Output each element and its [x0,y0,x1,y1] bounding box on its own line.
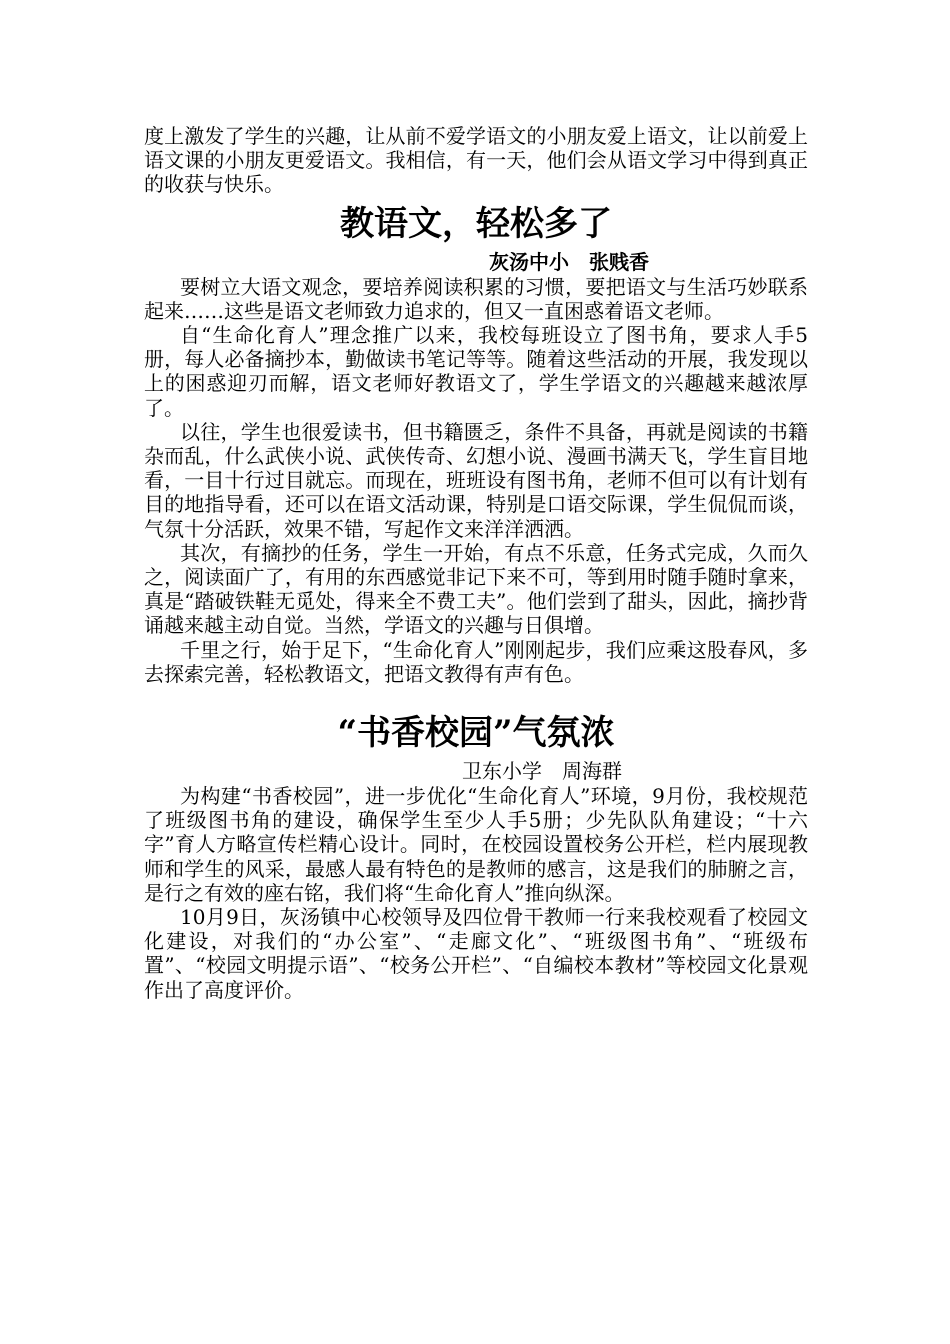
article1-paragraph: 其次，有摘抄的任务，学生一开始，有点不乐意，任务式完成，久而久之，阅读面广了，有用的东西感觉非记下来不可，等到用时随手随时拿来，真是“踏破铁鞋无觅处，得来全不费工夫”。他们尝到了甜头，因此，摘抄背诵越来越主动自觉。当然，学语文的兴趣与日俱增。 [144,540,808,638]
article2-title: “书香校园”气氛浓 [337,713,615,754]
article1-paragraph: 自“生命化育人”理念推广以来，我校每班设立了图书角，要求人手5册，每人必备摘抄本，勤做读书笔记等等。随着这些活动的开展，我发现以上的困惑迎刃而解，语文老师好教语文了，学生学语文的兴趣越来越浓厚了。 [144,323,808,420]
article1-byline [144,249,808,275]
article1-paragraph: 千里之行，始于足下，“生命化育人”刚刚起步，我们应乘这股春风，多去探索完善，轻松教语文，把语文教得有声有色。 [144,637,808,686]
article1-paragraph: 以往，学生也很爱读书，但书籍匮乏，条件不具备，再就是阅读的书籍杂而乱，什么武侠小说、武侠传奇、幻想小说、漫画书满天飞，学生盲目地看，一目十行过目就忘。而现在，班班设有图书角，老师不但可以有计划有目的地指导看，还可以在语文活动课，特别是口语交际课，学生侃侃而谈，气氛十分活跃，效果不错，写起作文来洋洋洒洒。 [144,419,808,541]
document-body [144,124,808,1002]
article2-byline [144,758,808,784]
article1-author-name: 张贱香 [589,249,649,274]
intro-paragraph: 度上激发了学生的兴趣，让从前不爱学语文的小朋友爱上语文，让以前爱上语文课的小朋友更爱语文。我相信，有一天，他们会从语文学习中得到真正的收获与快乐。 [144,124,808,197]
article2-paragraph: 10月9日，灰汤镇中心校领导及四位骨干教师一行来我校观看了校园文化建设，对我们的“办公室”、“走廊文化”、“班级图书角”、“班级布置”、“校园文明提示语”、“校务公开栏”、“自编校本教材”等校园文化景观作出了高度评价。 [144,905,808,1002]
article2-paragraph: 为构建“书香校园”，进一步优化“生命化育人”环境，9月份，我校规范了班级图书角的建设，确保学生至少人手5册；少先队队角建设；“十六字”育人方略宣传栏精心设计。同时，在校园设置校务公开栏，栏内展现教师和学生的风采，最感人最有特色的是教师的感言，这是我们的肺腑之言，是行之有效的座右铭，我们将“生命化育人”推向纵深。 [144,784,808,905]
article1-title: 教语文，轻松多了 [340,203,612,244]
article2-author-name: 周海群 [562,759,622,784]
article2-author-school: 卫东小学 [462,759,542,784]
article1-paragraph: 要树立大语文观念，要培养阅读积累的习惯，要把语文与生活巧妙联系起来……这些是语文老师致力追求的，但又一直困惑着语文老师。 [144,274,808,323]
article1-author-school: 灰汤中小 [489,249,569,274]
